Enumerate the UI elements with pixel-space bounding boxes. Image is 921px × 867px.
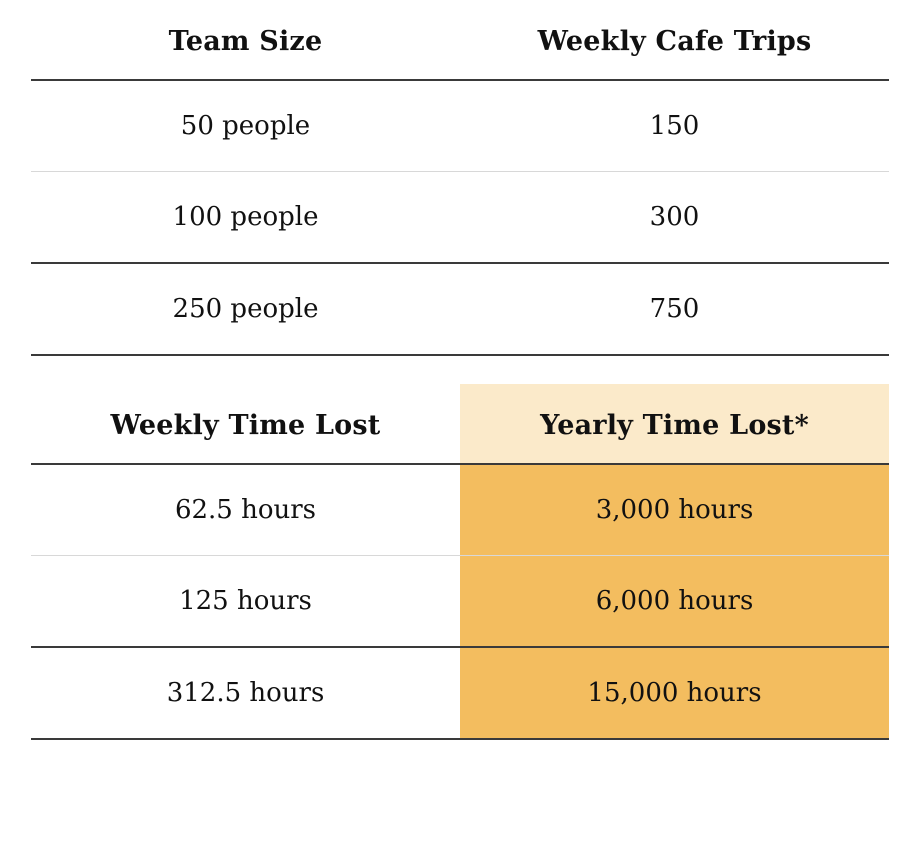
column-header-yearly-time-lost: Yearly Time Lost* xyxy=(460,384,889,464)
table-row xyxy=(31,647,889,739)
table-row xyxy=(31,172,889,264)
cell-cafe-trips-2: 300 xyxy=(460,172,889,264)
cell-yearly-time-2: 6,000 hours xyxy=(460,556,889,648)
table-header-row xyxy=(31,0,889,80)
column-header-team-size: Team Size xyxy=(31,0,460,80)
team-size-table xyxy=(31,0,889,356)
table-row xyxy=(31,80,889,172)
cell-weekly-time-2: 125 hours xyxy=(31,556,460,648)
cell-cafe-trips-1: 150 xyxy=(460,80,889,172)
cell-weekly-time-1: 62.5 hours xyxy=(31,464,460,556)
cell-team-size-3: 250 people xyxy=(31,263,460,355)
table-spacer xyxy=(0,356,921,384)
cell-cafe-trips-3: 750 xyxy=(460,263,889,355)
cell-yearly-time-1: 3,000 hours xyxy=(460,464,889,556)
table-header-row xyxy=(31,384,889,464)
cell-team-size-2: 100 people xyxy=(31,172,460,264)
column-header-weekly-cafe-trips: Weekly Cafe Trips xyxy=(460,0,889,80)
table-row xyxy=(31,556,889,648)
time-lost-table xyxy=(31,384,889,740)
cell-weekly-time-3: 312.5 hours xyxy=(31,647,460,739)
column-header-weekly-time-lost: Weekly Time Lost xyxy=(31,384,460,464)
table-row xyxy=(31,464,889,556)
cell-team-size-1: 50 people xyxy=(31,80,460,172)
table-row xyxy=(31,263,889,355)
cell-yearly-time-3: 15,000 hours xyxy=(460,647,889,739)
